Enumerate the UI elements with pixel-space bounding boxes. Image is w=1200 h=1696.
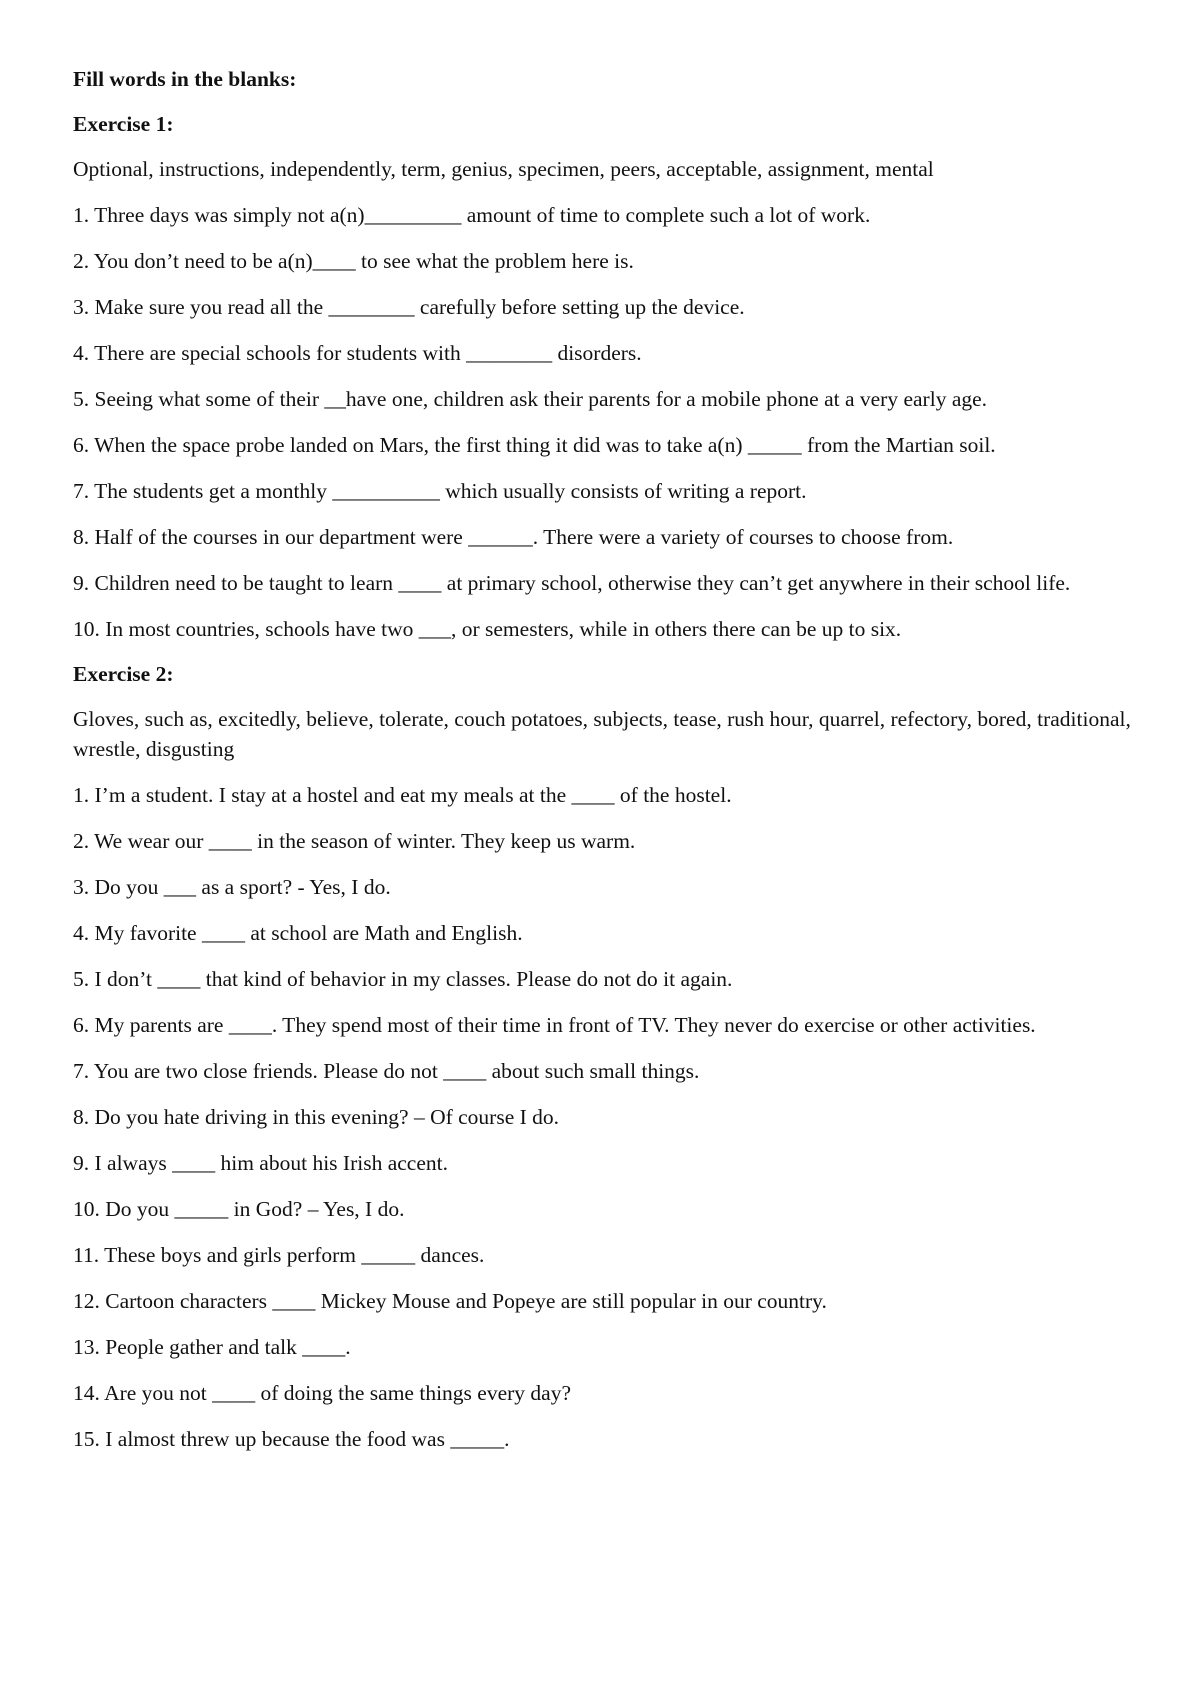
exercise-2-item: 5. I don’t ____ that kind of behavior in my classes. Please do not do it again. bbox=[73, 967, 733, 991]
exercise-1-heading: Exercise 1: bbox=[73, 112, 174, 136]
exercise-1-item: 9. Children need to be taught to learn ____ at primary school, otherwise they can’t get anywhere in their school life. bbox=[73, 571, 1071, 595]
exercise-1-item: 3. Make sure you read all the ________ carefully before setting up the device. bbox=[73, 295, 745, 319]
exercise-2-item: 14. Are you not ____ of doing the same things every day? bbox=[73, 1381, 571, 1405]
exercise-2-item: 11. These boys and girls perform _____ dances. bbox=[73, 1243, 485, 1267]
exercise-2-item: 3. Do you ___ as a sport? - Yes, I do. bbox=[73, 875, 391, 899]
exercise-1-item: 7. The students get a monthly __________ which usually consists of writing a report. bbox=[73, 479, 807, 503]
exercise-2-item: 1. I’m a student. I stay at a hostel and eat my meals at the ____ of the hostel. bbox=[73, 783, 732, 807]
page-title: Fill words in the blanks: bbox=[73, 67, 297, 91]
exercise-1-item: 6. When the space probe landed on Mars, the first thing it did was to take a(n) _____ from the Martian soil. bbox=[73, 433, 996, 457]
exercise-1-item: 2. You don’t need to be a(n)____ to see what the problem here is. bbox=[73, 249, 634, 273]
exercise-1-item: 5. Seeing what some of their __have one, children ask their parents for a mobile phone at a very early age. bbox=[73, 387, 988, 411]
exercise-2-item: 9. I always ____ him about his Irish accent. bbox=[73, 1151, 448, 1175]
exercise-2-heading: Exercise 2: bbox=[73, 662, 174, 686]
exercise-2-item: 4. My favorite ____ at school are Math and English. bbox=[73, 921, 523, 945]
exercise-2-item: 7. You are two close friends. Please do not ____ about such small things. bbox=[73, 1059, 700, 1083]
exercise-2-item: 15. I almost threw up because the food was _____. bbox=[73, 1427, 510, 1451]
worksheet-page bbox=[73, 64, 1133, 1470]
exercise-2-item: 12. Cartoon characters ____ Mickey Mouse and Popeye are still popular in our country. bbox=[73, 1289, 827, 1313]
exercise-2-item: 2. We wear our ____ in the season of winter. They keep us warm. bbox=[73, 829, 636, 853]
exercise-2-item: 8. Do you hate driving in this evening? – Of course I do. bbox=[73, 1105, 560, 1129]
exercise-2-item: 6. My parents are ____. They spend most of their time in front of TV. They never do exercise or other activities. bbox=[73, 1013, 1036, 1037]
exercise-2-word-bank: Gloves, such as, excitedly, believe, tolerate, couch potatoes, subjects, tease, rush hour, quarrel, refectory, bored, traditional, wrestle, disgusting bbox=[73, 707, 1131, 761]
exercise-1-word-bank: Optional, instructions, independently, term, genius, specimen, peers, acceptable, assignment, mental bbox=[73, 157, 934, 181]
exercise-2-item: 13. People gather and talk ____. bbox=[73, 1335, 351, 1359]
exercise-1-item: 10. In most countries, schools have two ___, or semesters, while in others there can be up to six. bbox=[73, 617, 902, 641]
exercise-1-item: 4. There are special schools for students with ________ disorders. bbox=[73, 341, 642, 365]
exercise-1-item: 8. Half of the courses in our department were ______. There were a variety of courses to choose from. bbox=[73, 525, 954, 549]
exercise-2 bbox=[73, 659, 1133, 1454]
exercise-2-item: 10. Do you _____ in God? – Yes, I do. bbox=[73, 1197, 405, 1221]
exercise-1 bbox=[73, 109, 1133, 644]
exercise-1-item: 1. Three days was simply not a(n)_________ amount of time to complete such a lot of work. bbox=[73, 203, 871, 227]
